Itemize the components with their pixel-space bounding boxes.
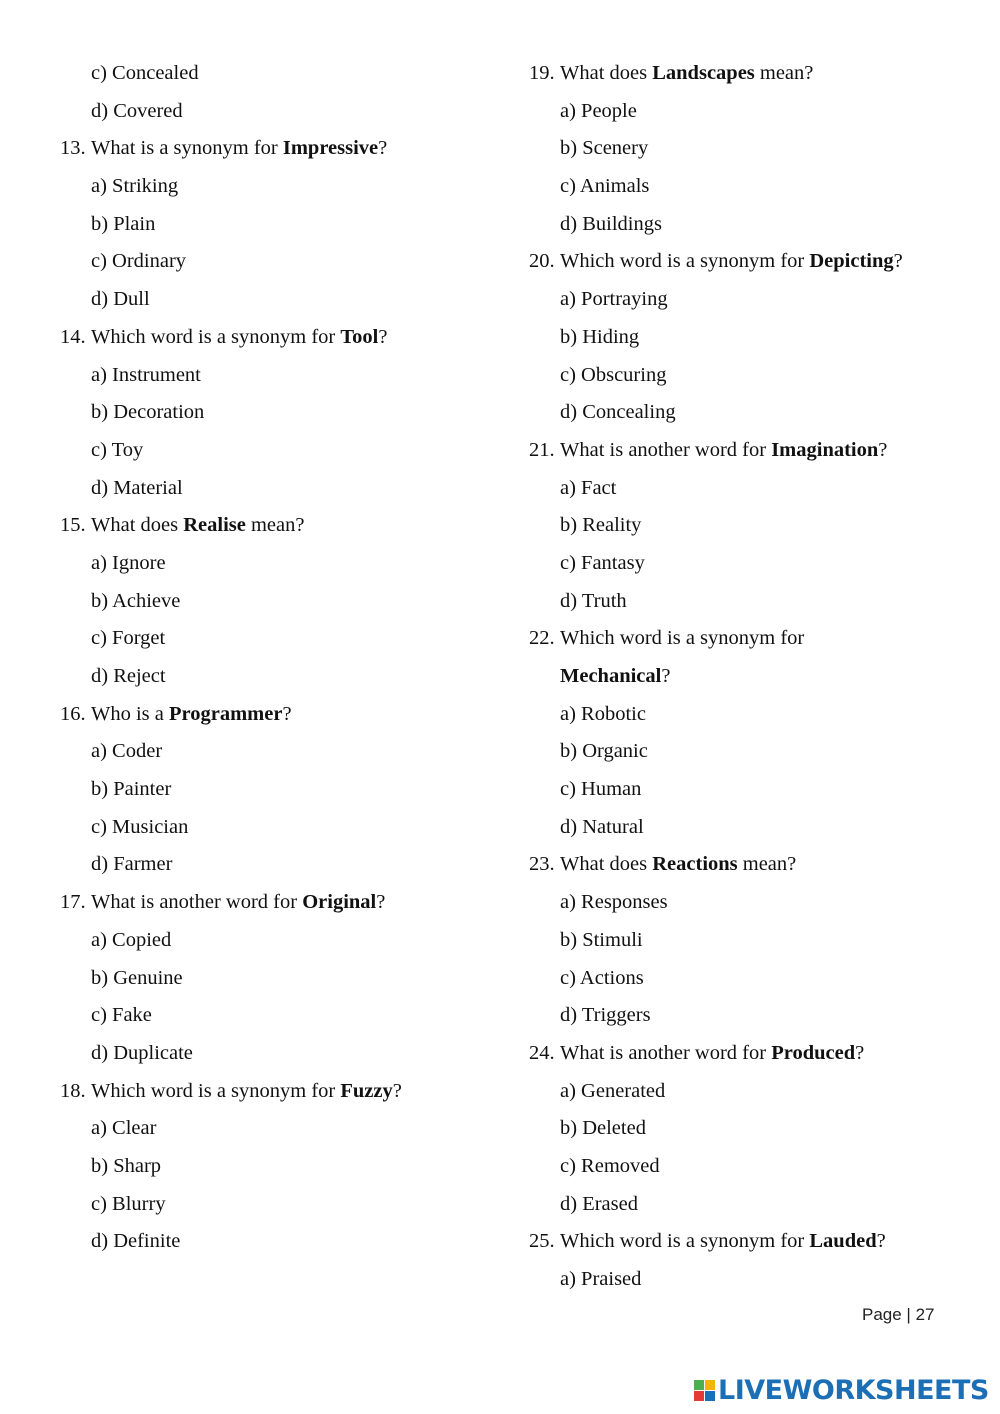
answer-option: c) Concealed xyxy=(91,62,199,84)
question xyxy=(529,620,969,658)
question-text: What is another word for xyxy=(91,891,303,914)
question xyxy=(60,319,500,357)
question-text: Which word is a synonym for xyxy=(560,1230,810,1253)
answer-option: d) Material xyxy=(91,476,183,499)
question-text-end: mean? xyxy=(754,62,814,84)
answer-option: b) Deleted xyxy=(560,1117,646,1140)
answer-option: d) Dull xyxy=(91,288,150,311)
answer-option: a) Copied xyxy=(91,928,172,951)
question-keyword: Tool xyxy=(340,325,379,348)
question-continuation xyxy=(529,658,969,696)
question-keyword: Fuzzy xyxy=(340,1079,393,1102)
logo-square-4 xyxy=(705,1391,715,1401)
answer-option: c) Animals xyxy=(560,175,650,198)
answer-option: d) Concealing xyxy=(560,401,676,424)
answer-option: c) Removed xyxy=(560,1154,660,1177)
question-number: 14. xyxy=(60,325,86,348)
answer-option: c) Musician xyxy=(91,815,189,838)
question-text: Which word is a synonym for xyxy=(560,250,810,273)
answer-option: a) Striking xyxy=(91,175,179,198)
question-text-end: ? xyxy=(855,1041,865,1064)
page-number: Page | 27 xyxy=(862,1305,935,1324)
question-number: 17. xyxy=(60,891,86,914)
answer-option: c) Fantasy xyxy=(560,551,645,574)
answer-option: c) Toy xyxy=(91,438,144,461)
question-number: 13. xyxy=(60,137,86,160)
answer-option: c) Human xyxy=(560,778,642,801)
question xyxy=(529,55,969,93)
answer-option: a) Portraying xyxy=(560,288,668,311)
question-text: Which word is a synonym for xyxy=(91,1079,341,1102)
liveworksheets-logo[interactable] xyxy=(694,1372,989,1408)
answer-option: a) Responses xyxy=(560,891,668,914)
answer-option: b) Genuine xyxy=(91,966,183,989)
answer-option: b) Decoration xyxy=(91,401,205,424)
question-text-end: ? xyxy=(282,702,292,725)
question-keyword: Reactions xyxy=(652,853,738,876)
question-number: 25. xyxy=(529,1230,555,1253)
answer-option: d) Farmer xyxy=(91,853,173,876)
question-text-end: ? xyxy=(878,438,888,461)
question-text-end: ? xyxy=(661,665,671,687)
answer-option: d) Covered xyxy=(91,99,183,122)
logo-square-1 xyxy=(694,1380,704,1390)
question-keyword: Programmer xyxy=(169,702,283,725)
answer-option: b) Stimuli xyxy=(560,928,643,951)
question-number: 22. xyxy=(529,627,555,650)
answer-option: d) Definite xyxy=(91,1230,181,1253)
answer-option: d) Triggers xyxy=(560,1004,651,1027)
right-column xyxy=(529,55,969,1299)
question xyxy=(60,884,500,922)
answer-option: b) Organic xyxy=(560,740,648,763)
answer-option: b) Sharp xyxy=(91,1154,162,1177)
question-keyword: Depicting xyxy=(809,250,894,273)
question-number: 23. xyxy=(529,853,555,876)
answer-option: d) Truth xyxy=(560,589,627,612)
question-text: What is another word for xyxy=(560,438,772,461)
answer-option: a) Generated xyxy=(560,1079,666,1102)
left-column xyxy=(60,55,500,1261)
answer-option: d) Buildings xyxy=(560,212,662,235)
answer-option: d) Reject xyxy=(91,665,166,687)
answer-option: b) Achieve xyxy=(91,589,181,612)
answer-option: b) Hiding xyxy=(560,325,640,348)
question-number: 21. xyxy=(529,438,555,461)
answer-option: b) Reality xyxy=(560,514,642,537)
answer-option: c) Ordinary xyxy=(91,250,187,273)
question-text-end: mean? xyxy=(245,514,305,537)
answer-option: c) Obscuring xyxy=(560,363,667,386)
answer-option: b) Painter xyxy=(91,778,172,801)
logo-square-2 xyxy=(705,1380,715,1390)
question-text-end: ? xyxy=(376,891,386,914)
answer-option: a) Fact xyxy=(560,476,617,499)
answer-option: b) Plain xyxy=(91,212,156,235)
question-keyword: Imagination xyxy=(771,438,879,461)
question-number: 24. xyxy=(529,1041,555,1064)
answer-option: a) People xyxy=(560,99,637,122)
answer-option: c) Fake xyxy=(91,1004,152,1027)
question-text-end: ? xyxy=(392,1079,402,1102)
question xyxy=(60,130,500,168)
question-text-end: ? xyxy=(876,1230,886,1253)
question-keyword: Original xyxy=(302,891,377,914)
question-number: 15. xyxy=(60,514,86,537)
logo-square-3 xyxy=(694,1391,704,1401)
question-text-end: ? xyxy=(378,325,388,348)
question-number: 18. xyxy=(60,1079,86,1102)
brand-logo-icon xyxy=(694,1380,715,1401)
answer-option: c) Actions xyxy=(560,966,644,989)
question-keyword: Produced xyxy=(771,1041,856,1064)
question-number: 16. xyxy=(60,702,86,725)
question-keyword: Lauded xyxy=(809,1230,877,1253)
answer-option: a) Instrument xyxy=(91,363,201,386)
question-text-end: ? xyxy=(378,137,388,160)
answer-option: d) Natural xyxy=(560,815,644,838)
answer-option: d) Duplicate xyxy=(91,1041,193,1064)
question xyxy=(529,432,969,470)
answer-option: a) Robotic xyxy=(560,702,646,725)
answer-option: a) Coder xyxy=(91,740,163,763)
question-text: Who is a xyxy=(91,702,169,725)
answer-option: c) Blurry xyxy=(91,1192,166,1215)
question xyxy=(60,696,500,734)
question-text: What does xyxy=(560,853,653,876)
question-text-end: ? xyxy=(893,250,903,273)
question xyxy=(60,1073,500,1111)
question xyxy=(529,846,969,884)
question-text: What is a synonym for xyxy=(91,137,283,160)
question xyxy=(60,507,500,545)
question-number: 19. xyxy=(529,62,555,84)
question-keyword: Realise xyxy=(183,514,246,537)
question-keyword: Mechanical xyxy=(560,665,662,687)
answer-option: a) Ignore xyxy=(91,551,166,574)
question-number: 20. xyxy=(529,250,555,273)
question-text: Which word is a synonym for xyxy=(560,627,805,650)
question xyxy=(529,1035,969,1073)
answer-option: b) Scenery xyxy=(560,137,649,160)
brand-name: LIVEWORKSHEETS xyxy=(718,1374,989,1406)
question-text-end: mean? xyxy=(737,853,797,876)
answer-option: a) Clear xyxy=(91,1117,157,1140)
question-keyword: Impressive xyxy=(282,137,379,160)
question-text: Which word is a synonym for xyxy=(91,325,341,348)
question-text: What does xyxy=(560,62,653,84)
answer-option: c) Forget xyxy=(91,627,166,650)
question-text: What is another word for xyxy=(560,1041,772,1064)
question xyxy=(529,243,969,281)
answer-option: a) Praised xyxy=(560,1268,642,1290)
question xyxy=(529,1223,969,1261)
question-keyword: Landscapes xyxy=(652,62,755,84)
answer-option: d) Erased xyxy=(560,1192,638,1215)
question-text: What does xyxy=(91,514,184,537)
